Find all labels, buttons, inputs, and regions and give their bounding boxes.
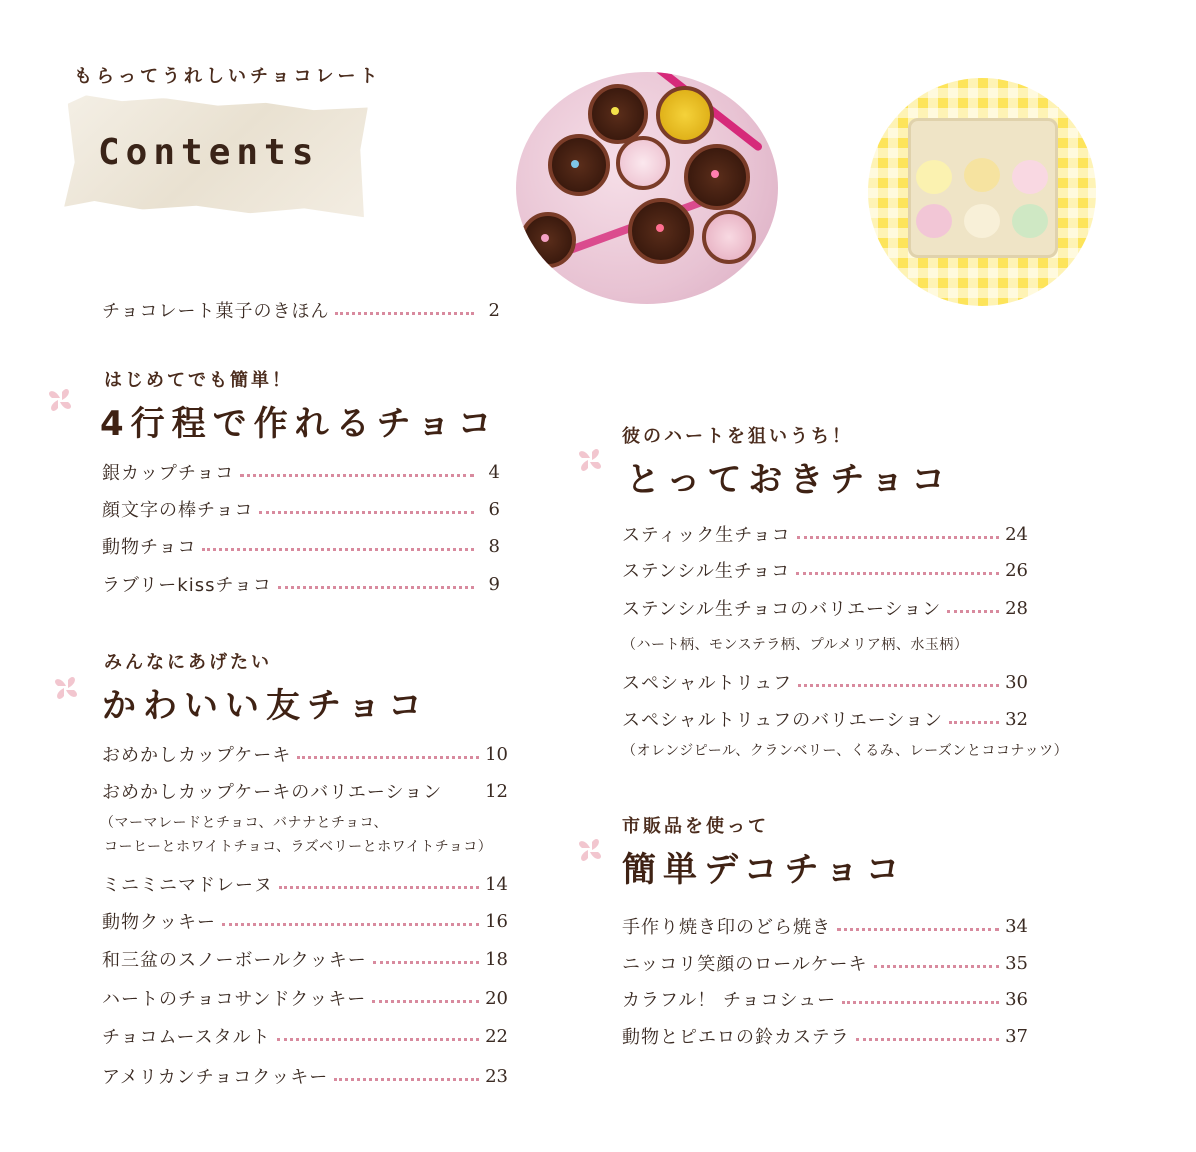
toc-item-label: 動物クッキー <box>102 912 216 933</box>
toc-item[interactable] <box>622 668 1028 696</box>
leader-dots <box>259 511 474 514</box>
page-number: 24 <box>1005 523 1028 545</box>
leader-dots <box>277 1038 479 1041</box>
leader-dots <box>202 548 474 551</box>
page-number: 37 <box>1005 1025 1028 1047</box>
toc-item[interactable] <box>102 984 508 1012</box>
toc-item[interactable] <box>102 570 500 598</box>
toc-item-label: 銀カップチョコ <box>102 463 235 484</box>
page-number: 10 <box>485 743 508 765</box>
leader-dots <box>949 721 999 724</box>
leader-dots <box>334 1078 479 1081</box>
toc-item[interactable] <box>102 1022 508 1050</box>
page-number: 28 <box>1005 597 1028 619</box>
toc-item[interactable] <box>102 532 500 560</box>
clover-icon <box>570 830 610 870</box>
leader-dots <box>279 886 479 889</box>
toc-item-label: チョコレート菓子のきほん <box>102 301 330 322</box>
page-number: 30 <box>1005 671 1028 693</box>
toc-item-label: チョコムースタルト <box>102 1027 271 1048</box>
toc-item[interactable] <box>102 945 508 973</box>
page-number: 6 <box>488 498 500 520</box>
leader-dots <box>222 923 479 926</box>
toc-item[interactable] <box>102 870 508 898</box>
page-number: 12 <box>485 780 508 802</box>
section-title: とっておきチョコ <box>626 460 953 500</box>
leader-dots <box>947 610 999 613</box>
section-tag: 彼のハートを狙いうち！ <box>622 426 853 447</box>
toc-item-label: カラフル！ チョコシュー <box>622 990 837 1011</box>
page-number: 32 <box>1005 708 1028 730</box>
section-tag: 市販品を使って <box>622 816 769 837</box>
section-tag: はじめてでも簡単！ <box>104 370 293 391</box>
toc-item[interactable] <box>622 594 1028 622</box>
toc-item-label: 和三盆のスノーボールクッキー <box>102 950 367 971</box>
toc-item-label: 動物チョコ <box>102 537 197 558</box>
page-number: 34 <box>1005 915 1028 937</box>
toc-item[interactable] <box>102 777 508 805</box>
toc-item[interactable] <box>622 556 1028 584</box>
page-number: 35 <box>1005 952 1028 974</box>
leader-dots <box>837 928 999 931</box>
leader-dots <box>372 1000 479 1003</box>
page-number: 9 <box>488 573 500 595</box>
toc-item[interactable] <box>102 740 508 768</box>
section-tag: みんなにあげたい <box>104 652 272 673</box>
clover-icon <box>46 668 86 708</box>
egg-carton-photo <box>868 78 1096 306</box>
toc-item-label: ステンシル生チョコ <box>622 561 791 582</box>
leader-dots <box>240 474 474 477</box>
page-number: 22 <box>485 1025 508 1047</box>
leader-dots <box>796 572 999 575</box>
toc-item-label: スペシャルトリュフ <box>622 673 793 694</box>
toc-item-label: 手作り焼き印のどら焼き <box>622 917 831 938</box>
toc-item-label: ハートのチョコサンドクッキー <box>102 989 367 1010</box>
toc-item-label: おめかしカップケーキ <box>102 745 292 766</box>
section-title: 4行程で作れるチョコ <box>100 404 499 444</box>
page-number: 4 <box>488 461 500 483</box>
leader-dots <box>278 586 474 589</box>
toc-item-label: スペシャルトリュフのバリエーション <box>622 710 944 731</box>
variation-note: コーヒーとホワイトチョコ、ラズベリーとホワイトチョコ） <box>104 839 493 855</box>
toc-item[interactable] <box>622 912 1028 940</box>
toc-item-label: ミニミニマドレーヌ <box>102 875 273 896</box>
toc-item[interactable] <box>102 907 508 935</box>
toc-item[interactable] <box>622 949 1028 977</box>
page-number: 14 <box>485 873 508 895</box>
toc-item-label: おめかしカップケーキのバリエーション <box>102 782 443 803</box>
toc-item-label: ニッコリ笑顔のロールケーキ <box>622 954 868 975</box>
clover-icon <box>40 380 80 420</box>
variation-note: （ハート柄、モンステラ柄、プルメリア柄、水玉柄） <box>622 637 969 653</box>
page-number: 20 <box>485 987 508 1009</box>
toc-item[interactable] <box>622 985 1028 1013</box>
toc-item-label: 動物とピエロの鈴カステラ <box>622 1027 850 1048</box>
leader-dots <box>874 965 1000 968</box>
toc-item[interactable] <box>622 705 1028 733</box>
page-number: 16 <box>485 910 508 932</box>
toc-item-label: 顔文字の棒チョコ <box>102 500 254 521</box>
book-subtitle: もらってうれしいチョコレート <box>74 66 382 87</box>
page-number: 8 <box>488 535 500 557</box>
toc-item[interactable] <box>102 458 500 486</box>
page-number: 2 <box>488 299 500 321</box>
leader-dots <box>797 536 999 539</box>
toc-item-label: アメリカンチョコクッキー <box>102 1067 329 1088</box>
variation-note: （マーマレードとチョコ、バナナとチョコ、 <box>100 815 389 831</box>
leader-dots <box>798 684 999 687</box>
page-number: 23 <box>485 1065 508 1087</box>
toc-item[interactable] <box>102 1062 508 1090</box>
toc-item-basics[interactable] <box>102 296 500 324</box>
leader-dots <box>842 1001 999 1004</box>
leader-dots <box>297 756 479 759</box>
page-number: 18 <box>485 948 508 970</box>
section-title: 簡単デコチョコ <box>622 850 907 890</box>
toc-item[interactable] <box>102 495 500 523</box>
leader-dots <box>373 961 479 964</box>
page-number: 26 <box>1005 559 1028 581</box>
variation-note: （オレンジピール、クランベリー、くるみ、レーズンとココナッツ） <box>622 743 1069 759</box>
toc-item[interactable] <box>622 1022 1028 1050</box>
page-title: Contents <box>98 132 320 173</box>
clover-icon <box>570 440 610 480</box>
section-title: かわいい友チョコ <box>102 686 429 726</box>
toc-item[interactable] <box>622 520 1028 548</box>
toc-item-label: ラブリーkissチョコ <box>102 575 272 596</box>
cupcakes-photo <box>516 72 778 304</box>
leader-dots <box>856 1038 999 1041</box>
leader-dots <box>335 312 474 315</box>
toc-item-label: スティック生チョコ <box>622 525 791 546</box>
toc-item-label: ステンシル生チョコのバリエーション <box>622 599 942 620</box>
page-number: 36 <box>1005 988 1028 1010</box>
